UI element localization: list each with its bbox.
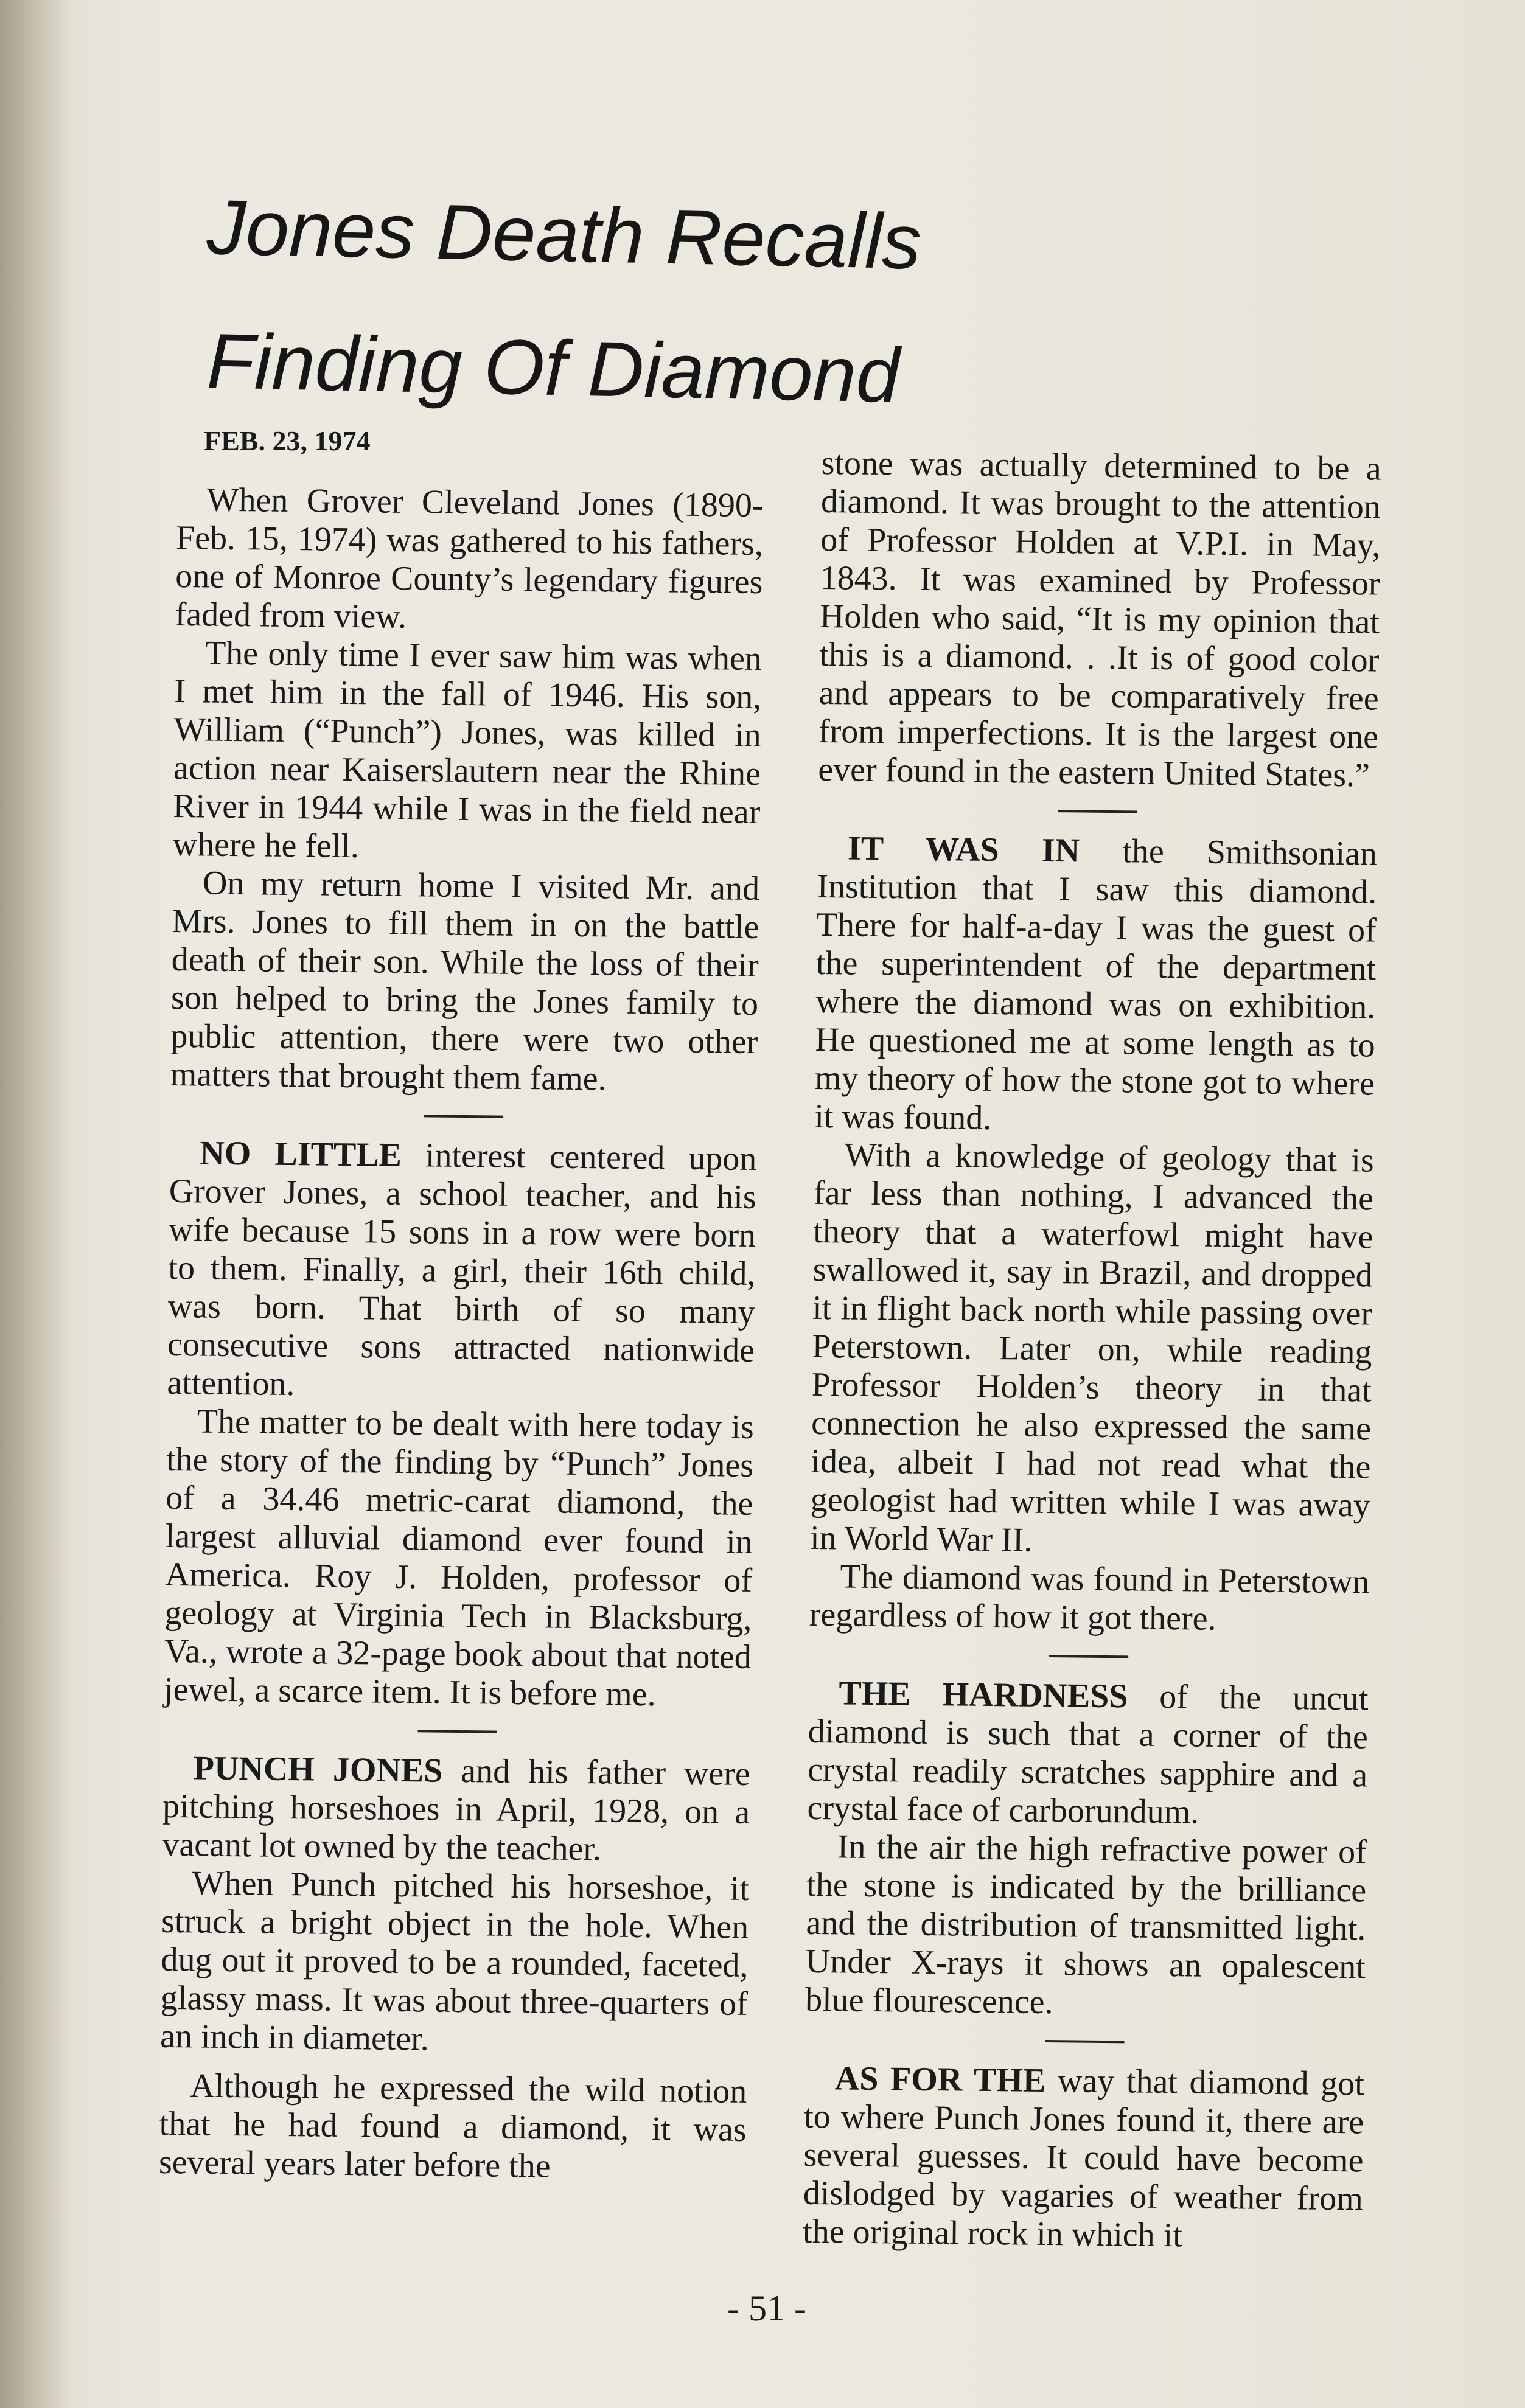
- section-divider: [1058, 810, 1137, 813]
- section-lead: IT WAS IN: [847, 829, 1080, 870]
- section-lead: NO LITTLE: [200, 1134, 402, 1174]
- paragraph: When Grover Cleveland Jones (1890-Feb. 15, 1974) was gathered to his fathers, one of Monroe County’s legendary figures faded from view.: [175, 481, 764, 636]
- paragraph: In the air the high refractive power of the stone is indicated by the brilliance and the distribution of transmitted light. Under X-rays it shows an opalescent blue flourescence.: [804, 1828, 1367, 2022]
- paragraph: When Punch pitched his horseshoe, it struck a bright object in the hole. When dug out it proved to be a rounded, faceted, glassy mass. It was about three-quarters of an inch in diameter.: [159, 1864, 750, 2058]
- paragraph: THE HARDNESS of the uncut diamond is such that a corner of the crystal readily scratches sapphire and a crystal face of carborundum.: [807, 1674, 1369, 1831]
- paragraph: The diamond was found in Peterstown regardless of how it got there.: [809, 1557, 1370, 1638]
- right-column: [803, 444, 1381, 2257]
- section-lead: PUNCH JONES: [193, 1749, 443, 1790]
- paragraph: The matter to be dealt with here today is the story of the finding by “Punch” Jones of a 34.46 metric-carat diamond, the largest alluvial diamond ever found in America. Roy J. Holden, professor of geology at Virginia Tech in Blacksburg, Va., wrote a 32-page book about that noted jewel, a scarce item. It is before me.: [163, 1402, 755, 1714]
- paragraph: With a knowledge of geology that is far less than nothing, I advanced the theory that a waterfowl might have swallowed it, say in Brazil, and dropped it in flight back north while passing over Peterstown. Later on, while reading Professor Holden’s theory in that connection he also expressed the same idea, albeit I had not read what the geologist had written while I was away in World War II.: [809, 1136, 1375, 1559]
- section-lead: AS FOR THE: [834, 2059, 1046, 2100]
- paragraph: The only time I ever saw him was when I met him in the fall of 1946. His son, William (“Punch”) Jones, was killed in action near Kaiserslautern near the Rhine River in 1944 while I was in the field near where he fell.: [172, 634, 762, 866]
- paragraph: IT WAS IN the Smithsonian Institution that I saw this diamond. There for half-a-day I was the guest of the superintendent of the department where the diamond was on exhibition. He questioned me at some length as to my theory of how the stone got to where it was found.: [814, 829, 1378, 1137]
- left-column: [159, 481, 764, 2188]
- article-date: FEB. 23, 1974: [204, 425, 371, 456]
- paragraph: Although he expressed the wild notion that he had found a diamond, it was several years later before the: [158, 2067, 747, 2185]
- section-divider: [1045, 2040, 1125, 2043]
- book-spine: [0, 0, 73, 2408]
- section-divider: [417, 1730, 497, 1733]
- article-title-line-2: Finding Of Diamond: [206, 318, 901, 419]
- paragraph: NO LITTLE interest centered upon Grover Jones, a school teacher, and his wife because 15 sons in a row were born to them. Finally, a girl, their 16th child, was born. That birth of so many consecutive sons attracted nationwide attention.: [167, 1134, 757, 1404]
- paragraph: PUNCH JONES and his father were pitching horseshoes in April, 1928, on a vacant lot owned by the teacher.: [162, 1749, 751, 1868]
- article-title-line-1: Jones Death Recalls: [206, 184, 923, 286]
- section-divider: [1049, 1655, 1128, 1658]
- paragraph: On my return home I visited Mr. and Mrs. Jones to fill them in on the battle death of their son. While the loss of their son helped to bring the Jones family to public attention, there were two other matters that brought them fame.: [170, 864, 760, 1098]
- paragraph: AS FOR THE way that diamond got to where Punch Jones found it, there are several guesses. It could have become dislodged by vagaries of weather from the original rock in which it: [802, 2059, 1365, 2255]
- section-lead: THE HARDNESS: [839, 1674, 1128, 1716]
- paragraph: stone was actually determined to be a diamond. It was brought to the attention of Professor Holden at V.P.I. in May, 1843. It was examined by Professor Holden who said, “It is my opinion that this is a diamond. . .It is of good color and appears to be comparatively free from imperfections. It is the largest one ever found in the eastern United States.”: [818, 444, 1381, 795]
- section-divider: [424, 1115, 503, 1118]
- page-number: - 51 -: [727, 2288, 806, 2328]
